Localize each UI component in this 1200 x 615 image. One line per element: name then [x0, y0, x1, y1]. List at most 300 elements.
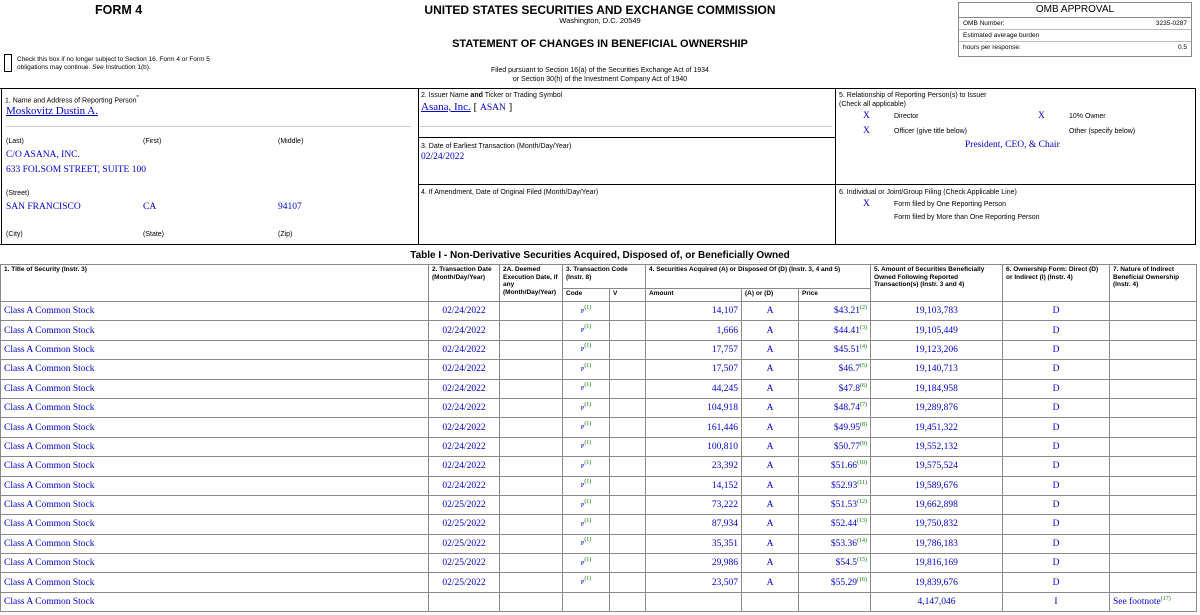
price-cell — [799, 418, 871, 437]
table-row — [1, 592, 1197, 611]
transaction-date: 02/24/2022 — [429, 321, 500, 340]
security-title: Class A Common Stock — [1, 340, 429, 359]
ownership-form: D — [1003, 495, 1110, 514]
ownership-form: D — [1003, 340, 1110, 359]
amount: 100,810 — [646, 437, 742, 456]
transaction-date: 02/24/2022 — [429, 437, 500, 456]
col-aord-subheader: (A) or (D) — [742, 289, 799, 302]
amount: 35,351 — [646, 534, 742, 553]
transaction-code-cell — [563, 418, 610, 437]
price-footnote[interactable]: (10) — [857, 460, 868, 467]
transaction-date: 02/25/2022 — [429, 495, 500, 514]
state-value: CA — [143, 202, 157, 212]
ownership-form: D — [1003, 360, 1110, 379]
price-footnote[interactable]: (13) — [857, 518, 868, 525]
transaction-date — [429, 592, 500, 611]
transaction-date: 02/24/2022 — [429, 398, 500, 417]
one-person-label: Form filed by One Reporting Person — [894, 201, 1007, 208]
price-cell — [799, 495, 871, 514]
ownership-form: D — [1003, 302, 1110, 321]
transaction-code-cell — [563, 573, 610, 592]
price-footnote[interactable]: (8) — [860, 421, 868, 428]
checkbox-text-a: obligations may continue. — [17, 64, 93, 71]
owned-following: 19,839,676 — [871, 573, 1003, 592]
col-title-header: 1. Title of Security (Instr. 3) — [1, 265, 429, 302]
price-cell — [799, 554, 871, 573]
transaction-date: 02/24/2022 — [429, 302, 500, 321]
zip-label: (Zip) — [278, 231, 293, 238]
amount: 17,757 — [646, 340, 742, 359]
price: $44.41 — [833, 325, 861, 336]
transaction-date: 02/25/2022 — [429, 515, 500, 534]
owned-following: 4,147,046 — [871, 592, 1003, 611]
price-cell — [799, 437, 871, 456]
section16-checkbox[interactable] — [4, 54, 12, 72]
transaction-date: 02/25/2022 — [429, 573, 500, 592]
table-row — [1, 534, 1197, 553]
security-title: Class A Common Stock — [1, 495, 429, 514]
officer-label: Officer (give title below) — [894, 128, 968, 135]
code-footnote[interactable]: (1) — [584, 556, 592, 563]
transaction-code: P — [580, 443, 585, 451]
price-footnote[interactable]: (15) — [857, 557, 868, 564]
transaction-code: P — [580, 501, 585, 509]
nature-of-ownership — [1110, 534, 1197, 553]
transaction-code-cell — [563, 340, 610, 359]
code-footnote[interactable]: (1) — [584, 382, 592, 389]
price: $52.44 — [830, 519, 858, 530]
reporting-person-name[interactable]: Moskovitz Dustin A. — [6, 105, 98, 117]
price-cell — [799, 592, 871, 611]
omb-number-row — [959, 18, 1191, 30]
transaction-code: P — [580, 540, 585, 548]
price: $52.93 — [831, 480, 858, 491]
price-cell — [799, 398, 871, 417]
transaction-code-cell — [563, 476, 610, 495]
transaction-code-cell — [563, 379, 610, 398]
nature-of-ownership — [1110, 573, 1197, 592]
col-nature-header: 7. Nature of Indirect Beneficial Ownership (Instr. 4) — [1110, 265, 1197, 302]
deemed-date — [500, 495, 563, 514]
transaction-code-cell — [563, 534, 610, 553]
code-v — [610, 379, 646, 398]
price-cell — [799, 515, 871, 534]
ownership-form: D — [1003, 515, 1110, 534]
code-v — [610, 398, 646, 417]
checkbox-text-c: Instruction 1(b). — [103, 64, 151, 71]
amount: 29,986 — [646, 554, 742, 573]
price-cell — [799, 340, 871, 359]
director-label: Director — [894, 113, 919, 120]
code-footnote[interactable]: (1) — [584, 362, 592, 369]
box1-label-mark: * — [136, 95, 139, 101]
price: $45.51 — [833, 344, 861, 355]
transaction-code: P — [580, 404, 585, 412]
nature-of-ownership — [1110, 360, 1197, 379]
omb-burden-row — [959, 30, 1191, 42]
omb-title: OMB APPROVAL — [959, 3, 1191, 18]
table1-title: Table I - Non-Derivative Securities Acquired, Disposed of, or Beneficially Owned — [410, 250, 790, 261]
deemed-date — [500, 398, 563, 417]
transaction-code: P — [580, 462, 585, 470]
price-cell — [799, 379, 871, 398]
acquired-or-disposed: A — [742, 534, 799, 553]
code-v — [610, 495, 646, 514]
omb-approval-box — [958, 2, 1192, 57]
box4-label: 4. If Amendment, Date of Original Filed (Month/Day/Year) — [421, 189, 599, 196]
transaction-code-cell — [563, 592, 610, 611]
code-v — [610, 592, 646, 611]
amount: 104,918 — [646, 398, 742, 417]
table1 — [0, 264, 1197, 612]
owned-following: 19,123,206 — [871, 340, 1003, 359]
table-row — [1, 573, 1197, 592]
price: $50.77 — [833, 441, 861, 452]
transaction-date: 02/24/2022 — [429, 340, 500, 359]
ticker-open-bracket: [ — [473, 101, 478, 113]
ownership-form: D — [1003, 418, 1110, 437]
deemed-date — [500, 592, 563, 611]
price-cell — [799, 457, 871, 476]
transaction-date: 02/24/2022 — [429, 360, 500, 379]
box2-label — [421, 91, 562, 100]
filed-line-1: Filed pursuant to Section 16(a) of the Securities Exchange Act of 1934 — [491, 67, 709, 74]
acquired-or-disposed: A — [742, 573, 799, 592]
security-title: Class A Common Stock — [1, 592, 429, 611]
owned-following: 19,289,876 — [871, 398, 1003, 417]
agency-location: Washington, D.C. 20549 — [559, 16, 641, 25]
omb-burden-label: Estimated average burden — [963, 32, 1040, 39]
acquired-or-disposed: A — [742, 321, 799, 340]
col-v-subheader: V — [610, 289, 646, 302]
security-title: Class A Common Stock — [1, 476, 429, 495]
deemed-date — [500, 554, 563, 573]
transaction-code-cell — [563, 321, 610, 340]
code-v — [610, 573, 646, 592]
security-title: Class A Common Stock — [1, 398, 429, 417]
statement-title: STATEMENT OF CHANGES IN BENEFICIAL OWNERSHIP — [452, 38, 748, 50]
deemed-date — [500, 437, 563, 456]
omb-number-label: OMB Number: — [963, 20, 1005, 27]
table-row — [1, 437, 1197, 456]
code-v — [610, 457, 646, 476]
security-title: Class A Common Stock — [1, 379, 429, 398]
agency-title: UNITED STATES SECURITIES AND EXCHANGE COMMISSION — [424, 3, 776, 17]
amount — [646, 592, 742, 611]
ticker-symbol: ASAN — [479, 103, 506, 113]
price: $47.8 — [838, 383, 861, 394]
ownership-form: I — [1003, 592, 1110, 611]
city-value: SAN FRANCISCO — [6, 202, 81, 212]
omb-number-value: 3235-0287 — [1155, 20, 1187, 27]
more-persons-label: Form filed by More than One Reporting Person — [894, 214, 1040, 221]
checkbox-text-line2 — [17, 64, 237, 72]
transaction-date: 02/24/2022 — [429, 476, 500, 495]
transaction-code-cell — [563, 495, 610, 514]
acquired-or-disposed: A — [742, 340, 799, 359]
ten-percent-label: 10% Owner — [1069, 113, 1106, 120]
box6-label: 6. Individual or Joint/Group Filing (Check Applicable Line) — [839, 189, 1017, 196]
amount: 73,222 — [646, 495, 742, 514]
code-footnote[interactable]: (1) — [584, 440, 592, 447]
code-footnote[interactable]: (1) — [584, 459, 592, 466]
ownership-form: D — [1003, 379, 1110, 398]
table-row — [1, 457, 1197, 476]
price-footnote[interactable]: (14) — [857, 537, 868, 544]
box-right-border — [1195, 88, 1196, 244]
code-v — [610, 302, 646, 321]
see-footnote-text: See footnote — [1113, 597, 1161, 608]
table-row — [1, 476, 1197, 495]
table-row — [1, 302, 1197, 321]
code-footnote[interactable]: (1) — [584, 479, 592, 486]
price-cell — [799, 360, 871, 379]
code-footnote[interactable]: (1) — [584, 323, 592, 330]
acquired-or-disposed: A — [742, 437, 799, 456]
security-title: Class A Common Stock — [1, 437, 429, 456]
price: $48.74 — [833, 403, 861, 414]
box1-right-border — [418, 88, 419, 244]
owned-following: 19,816,169 — [871, 554, 1003, 573]
price-cell — [799, 302, 871, 321]
nature-of-ownership — [1110, 515, 1197, 534]
code-footnote[interactable]: (1) — [584, 304, 592, 311]
price: $53.36 — [830, 538, 858, 549]
box-left-border — [1, 88, 2, 244]
owned-following: 19,589,676 — [871, 476, 1003, 495]
deemed-date — [500, 302, 563, 321]
nature-of-ownership — [1110, 418, 1197, 437]
code-footnote[interactable]: (1) — [584, 401, 592, 408]
amount: 14,107 — [646, 302, 742, 321]
price-footnote[interactable]: (6) — [860, 382, 868, 389]
price: $51.66 — [830, 461, 858, 472]
owned-following: 19,786,183 — [871, 534, 1003, 553]
box3-bottom-border — [418, 184, 1196, 185]
code-footnote[interactable]: (1) — [584, 420, 592, 427]
code-v — [610, 418, 646, 437]
price-footnote[interactable]: (3) — [860, 324, 868, 331]
transaction-code-cell — [563, 360, 610, 379]
transaction-code: P — [580, 424, 585, 432]
table-row — [1, 398, 1197, 417]
owned-following: 19,140,713 — [871, 360, 1003, 379]
deemed-date — [500, 340, 563, 359]
code-footnote[interactable]: (1) — [584, 517, 592, 524]
issuer-name-link[interactable]: Asana, Inc. — [421, 101, 471, 113]
transaction-code-cell — [563, 515, 610, 534]
table-row — [1, 515, 1197, 534]
owned-following: 19,451,322 — [871, 418, 1003, 437]
table-row — [1, 379, 1197, 398]
security-title: Class A Common Stock — [1, 457, 429, 476]
box2-label-a: 2. Issuer Name — [421, 92, 471, 99]
filed-line-2: or Section 30(h) of the Investment Company Act of 1940 — [512, 76, 688, 83]
price-footnote[interactable]: (2) — [860, 305, 868, 312]
box-top-border — [0, 88, 1196, 89]
omb-hours-row — [959, 42, 1191, 54]
director-mark: X — [863, 111, 870, 121]
acquired-or-disposed: A — [742, 457, 799, 476]
price: $51.53 — [830, 500, 858, 511]
state-label: (State) — [143, 231, 165, 238]
price-footnote[interactable]: (11) — [857, 479, 868, 486]
nature-footnote[interactable]: (17) — [1160, 595, 1171, 602]
table-row — [1, 418, 1197, 437]
transaction-date: 02/25/2022 — [429, 534, 500, 553]
deemed-date — [500, 360, 563, 379]
nature-of-ownership — [1110, 457, 1197, 476]
price: $49.95 — [833, 422, 861, 433]
address-line-2: 633 FOLSOM STREET, SUITE 100 — [6, 165, 146, 175]
price-cell — [799, 321, 871, 340]
code-v — [610, 340, 646, 359]
transaction-code: P — [580, 385, 585, 393]
ownership-form: D — [1003, 476, 1110, 495]
col-ownership-form-header: 6. Ownership Form: Direct (D) or Indirect (I) (Instr. 4) — [1003, 265, 1110, 302]
amount: 161,446 — [646, 418, 742, 437]
nature-of-ownership — [1110, 437, 1197, 456]
col-amount-subheader: Amount — [646, 289, 742, 302]
price-footnote[interactable]: (5) — [860, 363, 868, 370]
officer-mark: X — [863, 126, 870, 136]
owned-following: 19,750,832 — [871, 515, 1003, 534]
security-title: Class A Common Stock — [1, 534, 429, 553]
col-date-header: 2. Transaction Date (Month/Day/Year) — [429, 265, 500, 302]
acquired-or-disposed: A — [742, 476, 799, 495]
one-person-mark: X — [863, 199, 870, 209]
earliest-transaction-date: 02/24/2022 — [421, 152, 465, 162]
ownership-form: D — [1003, 321, 1110, 340]
security-title: Class A Common Stock — [1, 573, 429, 592]
checkbox-text-line1: Check this box if no longer subject to Section 16. Form 4 or Form 5 — [17, 56, 210, 63]
nature-of-ownership — [1110, 379, 1197, 398]
section16-checkbox-label — [17, 56, 237, 72]
nature-of-ownership — [1110, 554, 1197, 573]
table1-body — [1, 302, 1197, 612]
deemed-date — [500, 534, 563, 553]
owned-following: 19,103,783 — [871, 302, 1003, 321]
code-v — [610, 321, 646, 340]
code-v — [610, 534, 646, 553]
filed-pursuant — [380, 66, 820, 84]
ownership-form: D — [1003, 534, 1110, 553]
ownership-form: D — [1003, 573, 1110, 592]
owned-following: 19,184,958 — [871, 379, 1003, 398]
security-title: Class A Common Stock — [1, 360, 429, 379]
owned-following: 19,662,898 — [871, 495, 1003, 514]
transaction-code: P — [580, 559, 585, 567]
transaction-code-cell — [563, 457, 610, 476]
last-label: (Last) — [6, 138, 24, 145]
security-title: Class A Common Stock — [1, 554, 429, 573]
transaction-date: 02/24/2022 — [429, 457, 500, 476]
transaction-code: P — [580, 327, 585, 335]
code-footnote[interactable]: (1) — [584, 576, 592, 582]
deemed-date — [500, 418, 563, 437]
omb-hours-value: 0.5 — [1177, 44, 1187, 51]
middle-label: (Middle) — [278, 138, 304, 145]
table-row — [1, 360, 1197, 379]
deemed-date — [500, 379, 563, 398]
box5-label-1: 5. Relationship of Reporting Person(s) to Issuer — [839, 92, 987, 99]
zip-value: 94107 — [278, 202, 302, 212]
deemed-date — [500, 321, 563, 340]
box2-label-c: Ticker or Trading Symbol — [482, 92, 563, 99]
owned-following: 19,105,449 — [871, 321, 1003, 340]
transaction-code: P — [580, 307, 585, 315]
ownership-form: D — [1003, 398, 1110, 417]
deemed-date — [500, 457, 563, 476]
code-v — [610, 515, 646, 534]
form-number: FORM 4 — [95, 3, 143, 17]
security-title: Class A Common Stock — [1, 321, 429, 340]
acquired-or-disposed — [742, 592, 799, 611]
code-footnote[interactable]: (1) — [584, 537, 592, 544]
price-footnote[interactable]: (9) — [860, 440, 868, 447]
ticker-close-bracket: ] — [508, 101, 513, 113]
ten-percent-mark: X — [1038, 111, 1045, 121]
amount: 44,245 — [646, 379, 742, 398]
name-underline — [6, 126, 411, 127]
owned-following: 19,575,524 — [871, 457, 1003, 476]
table1-header-row — [1, 265, 1197, 289]
box1-label-text: 1. Name and Address of Reporting Person — [5, 97, 137, 105]
price-cell — [799, 476, 871, 495]
code-footnote[interactable]: (1) — [584, 498, 592, 505]
omb-hours-label: hours per response: — [963, 44, 1021, 51]
col-price-subheader: Price — [799, 289, 871, 302]
acquired-or-disposed: A — [742, 554, 799, 573]
price-footnote[interactable]: (4) — [860, 343, 868, 350]
code-footnote[interactable]: (1) — [584, 343, 592, 350]
box5-label-2: (Check all applicable) — [839, 101, 906, 108]
transaction-date: 02/25/2022 — [429, 554, 500, 573]
ownership-form: D — [1003, 457, 1110, 476]
code-v — [610, 437, 646, 456]
box3-label: 3. Date of Earliest Transaction (Month/Day/Year) — [421, 143, 572, 150]
col-deemed-date-header: 2A. Deemed Execution Date, if any (Month/Day/Year) — [500, 265, 563, 302]
price: $46.7 — [838, 364, 861, 375]
officer-title: President, CEO, & Chair — [965, 140, 1060, 150]
ownership-form: D — [1003, 554, 1110, 573]
acquired-or-disposed: A — [742, 418, 799, 437]
price-footnote[interactable]: (12) — [857, 498, 868, 505]
amount: 23,507 — [646, 573, 742, 592]
transaction-code: P — [580, 520, 585, 528]
street-label: (Street) — [6, 190, 30, 197]
transaction-code-cell — [563, 437, 610, 456]
security-title: Class A Common Stock — [1, 418, 429, 437]
deemed-date — [500, 573, 563, 592]
first-label: (First) — [143, 138, 162, 145]
table-row — [1, 495, 1197, 514]
transaction-date: 02/24/2022 — [429, 379, 500, 398]
price: $55.29 — [830, 577, 858, 588]
checkbox-text-see: See — [92, 64, 104, 71]
box-bottom-border — [0, 244, 1196, 245]
price-footnote[interactable]: (16) — [857, 576, 868, 583]
amount: 17,507 — [646, 360, 742, 379]
security-title: Class A Common Stock — [1, 515, 429, 534]
col-owned-header: 5. Amount of Securities Beneficially Owned Following Reported Transaction(s) (Instr. 3 and 4) — [871, 265, 1003, 302]
table-row — [1, 340, 1197, 359]
price-footnote[interactable]: (7) — [860, 401, 868, 408]
nature-of-ownership — [1110, 302, 1197, 321]
nature-of-ownership — [1110, 321, 1197, 340]
issuer-line — [421, 101, 512, 114]
issuer-underline — [420, 126, 832, 127]
